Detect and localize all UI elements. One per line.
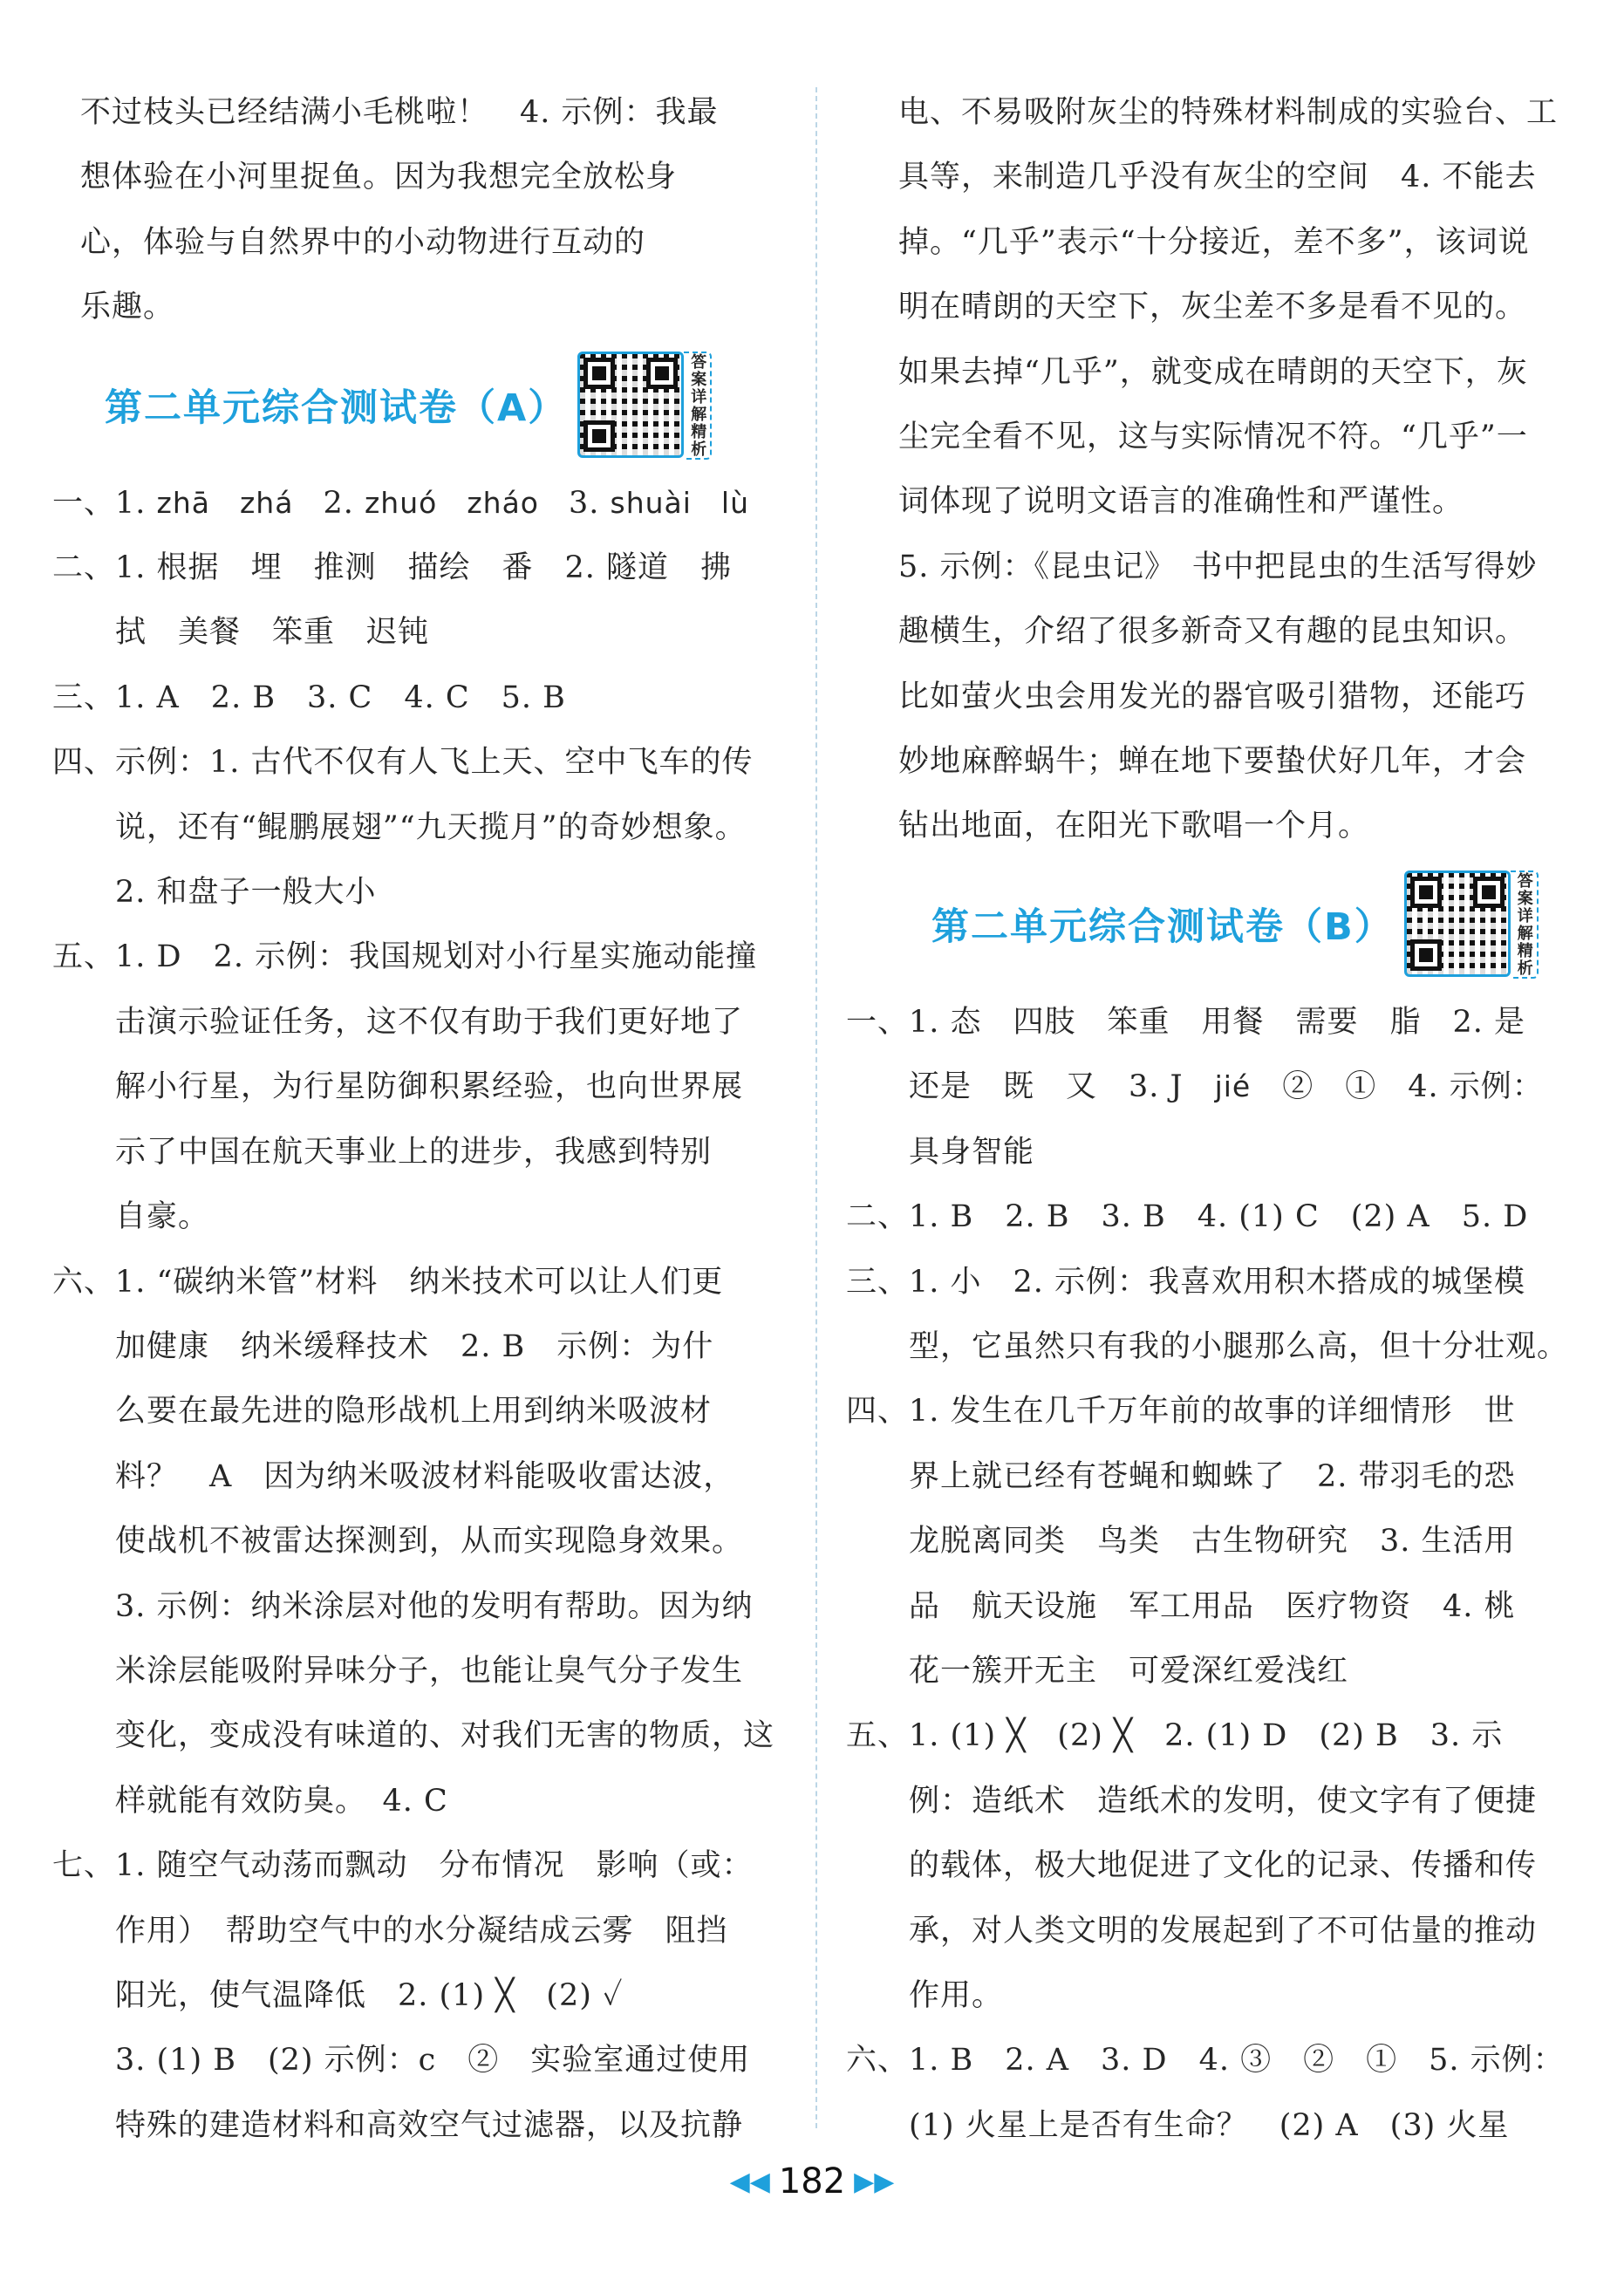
pinyin-text: zhā zhá [156, 485, 324, 520]
answer-line: 样就能有效防臭。 4. C [52, 1783, 448, 1819]
next-page-arrows-icon[interactable]: ▶▶ [854, 2166, 895, 2197]
answer-line: 拭 美餐 笨重 迟钝 [52, 615, 430, 651]
answer-line: 如果去掉“几乎”，就变成在晴朗的天空下，灰 [898, 354, 1528, 390]
qr-code-label: 答案详解精析 [1511, 870, 1539, 979]
answer-line: 尘完全看不见，这与实际情况不符。“几乎”一 [898, 420, 1528, 455]
answer-line: 品 航天设施 军工用品 医疗物资 4. 桃 [846, 1588, 1516, 1624]
answer-line: 三、1. A 2. B 3. C 4. C 5. B [52, 679, 566, 715]
answer-line: (1) 火星上是否有生命？ (2) A (3) 火星 [846, 2107, 1510, 2143]
right-text-block-2 [846, 990, 1551, 1055]
answer-line: 心，体验与自然界中的小动物进行互动的 [80, 224, 646, 260]
answer-line: 趣横生，介绍了很多新奇又有趣的昆虫知识。 [898, 614, 1527, 650]
answer-line: 具身智能 [846, 1134, 1035, 1170]
right-text-block-3 [846, 1120, 1569, 2159]
answer-line: 五、1. D 2. 示例：我国规划对小行星实施动能撞 [52, 939, 758, 975]
answer-line: 2. 和盘子一般大小 [52, 875, 377, 911]
answer-line: 作用） 帮助空气中的水分凝结成云雾 阻挡 [52, 1913, 728, 1949]
answer-line: 特殊的建造材料和高效空气过滤器，以及抗静 [52, 2107, 744, 2143]
right-column [846, 80, 1569, 2158]
answer-line: 二、1. 根据 埋 推测 描绘 番 2. 隧道 拂 [52, 550, 733, 586]
answer-line: 例：造纸术 造纸术的发明，使文字有了便捷 [846, 1783, 1538, 1819]
answer-line: 想体验在小河里捉鱼。因为我想完全放松身 [80, 160, 678, 195]
section-header-a [80, 340, 785, 471]
section-title-a: 第二单元综合测试卷（A） [105, 386, 568, 431]
answer-line: 击演示验证任务，这不仅有助于我们更好地了 [52, 1004, 744, 1040]
answer-line: 词体现了说明文语言的准确性和严谨性。 [898, 484, 1464, 520]
left-column [52, 80, 785, 2158]
answer-line: 一、1. zhā zhá 2. zhuó zháo 3. shuài lù [52, 485, 750, 521]
answer-line: 示了中国在航天事业上的进步，我感到特别 [52, 1134, 713, 1170]
answer-line: 三、1. 小 2. 示例：我喜欢用积木搭成的城堡模 [846, 1264, 1526, 1300]
qr-code-b[interactable] [1404, 870, 1539, 979]
answer-line: 米涂层能吸附异味分子，也能让臭气分子发生 [52, 1653, 744, 1689]
answer-line: 掉。“几乎”表示“十分接近，差不多”，该词说 [898, 224, 1530, 260]
answer-line: 四、1. 发生在几千万年前的故事的详细情形 世 [846, 1394, 1516, 1430]
pinyin-text: shuài lù [610, 485, 750, 520]
answer-line: 龙脱离同类 鸟类 古生物研究 3. 生活用 [846, 1524, 1516, 1560]
answer-line: 料？ A 因为纳米吸波材料能吸收雷达波， [52, 1458, 735, 1494]
pinyin-text: zhuó zháo [364, 485, 569, 520]
qr-code-icon [1404, 870, 1511, 977]
answer-line: 一、1. 态 四肢 笨重 用餐 需要 脂 2. 是 [846, 1004, 1526, 1040]
left-text-block-1 [80, 80, 785, 340]
column-divider [815, 87, 817, 2128]
answer-line: 么要在最先进的隐形战机上用到纳米吸波材 [52, 1394, 713, 1430]
answer-line: 比如萤火虫会用发光的器官吸引猎物，还能巧 [898, 679, 1527, 714]
answer-line: 作用。 [846, 1977, 1004, 2013]
answer-line: 钻出地面，在阳光下歌唱一个月。 [898, 809, 1370, 844]
answer-line: 花一簇开无主 可爱深红爱浅红 [846, 1653, 1349, 1689]
answer-line: 型，它虽然只有我的小腿那么高，但十分壮观。 [846, 1328, 1569, 1364]
answer-line: 五、1. (1) ╳ (2) ╳ 2. (1) D (2) B 3. 示 [846, 1718, 1504, 1754]
page-footer [0, 2161, 1624, 2202]
section-header-b [898, 859, 1551, 990]
answer-line: 具等，来制造几乎没有灰尘的空间 4. 不能去 [898, 160, 1537, 195]
section-title-b: 第二单元综合测试卷（B） [931, 905, 1394, 950]
answer-line: 3. (1) B (2) 示例：c ② 实验室通过使用 [52, 2043, 751, 2079]
qr-code-label: 答案详解精析 [684, 352, 712, 460]
answer-line: 乐趣。 [80, 290, 175, 325]
left-text-block-2 [52, 536, 785, 2158]
qr-code-a[interactable] [577, 352, 712, 460]
answer-line: 解小行星，为行星防御积累经验，也向世界展 [52, 1069, 744, 1105]
right-text-block-1 [898, 80, 1559, 859]
answer-line: 六、1. “碳纳米管”材料 纳米技术可以让人们更 [52, 1264, 724, 1300]
answer-line: 使战机不被雷达探测到，从而实现隐身效果。 [52, 1524, 744, 1560]
answer-line: 电、不易吸附灰尘的特殊材料制成的实验台、工 [898, 95, 1559, 130]
answer-line: 不过枝头已经结满小毛桃啦！ 4. 示例：我最 [80, 95, 719, 130]
pinyin-text: jié [1214, 1069, 1252, 1104]
answer-line: 阳光，使气温降低 2. (1) ╳ (2) ✓ [52, 1977, 624, 2013]
answer-line: 还是 既 又 3. J jié ② ① 4. 示例： [846, 1069, 1544, 1105]
answer-line: 3. 示例：纳米涂层对他的发明有帮助。因为纳 [52, 1588, 754, 1624]
answer-line: 明在晴朗的天空下，灰尘差不多是看不见的。 [898, 290, 1527, 325]
answer-line: 七、1. 随空气动荡而飘动 分布情况 影响（或： [52, 1848, 754, 1884]
answer-line: 自豪。 [52, 1199, 210, 1235]
answer-line: 四、示例：1. 古代不仅有人飞上天、空中飞车的传 [52, 745, 754, 781]
page-number: 182 [778, 2161, 846, 2202]
prev-page-arrows-icon[interactable]: ◀◀ [729, 2166, 770, 2197]
answer-line: 加健康 纳米缓释技术 2. B 示例：为什 [52, 1328, 714, 1364]
answer-line: 变化，变成没有味道的、对我们无害的物质，这 [52, 1718, 775, 1754]
answer-line: 二、1. B 2. B 3. B 4. (1) C (2) A 5. D [846, 1199, 1529, 1235]
qr-code-icon [577, 352, 684, 458]
answer-line: 说，还有“鲲鹏展翅”“九天揽月”的奇妙想象。 [52, 809, 747, 845]
answer-line: 界上就已经有苍蝇和蜘蛛了 2. 带羽毛的恐 [846, 1458, 1516, 1494]
answer-line: 的载体，极大地促进了文化的记录、传播和传 [846, 1848, 1538, 1884]
answer-line: 妙地麻醉蜗牛；蝉在地下要蛰伏好几年，才会 [898, 744, 1527, 780]
answer-line: 5. 示例：《昆虫记》 书中把昆虫的生活写得妙 [898, 549, 1538, 584]
answer-line: 承，对人类文明的发展起到了不可估量的推动 [846, 1913, 1538, 1949]
answer-line: 六、1. B 2. A 3. D 4. ③ ② ① 5. 示例： [846, 2043, 1565, 2079]
